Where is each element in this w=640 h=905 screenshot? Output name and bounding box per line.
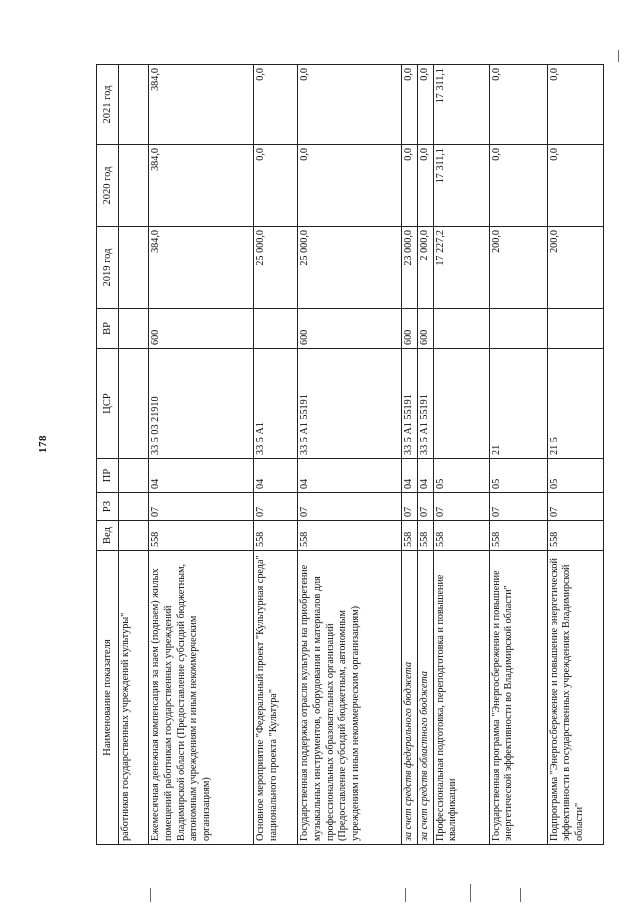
row-2020: 0,0: [489, 145, 547, 227]
row-rz: 07: [433, 493, 489, 521]
col-header-vr: ВР: [97, 309, 119, 349]
scan-mark: [618, 50, 619, 62]
row-ved: [119, 521, 149, 551]
row-rz: 07: [402, 493, 418, 521]
row-2019: 2 000,0: [417, 227, 433, 309]
row-name: за счет средств федерального бюджета: [402, 551, 418, 845]
row-pr: 05: [489, 459, 547, 493]
row-2020: 0,0: [417, 145, 433, 227]
row-2019: 200,0: [547, 227, 603, 309]
row-rz: 07: [254, 493, 298, 521]
row-2021: 0,0: [489, 65, 547, 145]
row-vr: [119, 309, 149, 349]
row-2019: 200,0: [489, 227, 547, 309]
table-row: [402, 65, 418, 845]
row-name: Подпрограмма "Энергосбережение и повышение энергетической эффективности в государственных учреждениях Владимирской области": [547, 551, 603, 845]
table-row: [489, 65, 547, 845]
row-pr: 04: [402, 459, 418, 493]
rotated-table-area: [96, 65, 601, 845]
row-2020: [119, 145, 149, 227]
row-pr: [119, 459, 149, 493]
row-pr: 04: [254, 459, 298, 493]
row-name: Государственная поддержка отрасли культуры на приобретение музыкальных инструментов, оборудования и материалов для профессиональных образовательных организаций (Предоставление субсидий бюджетным, автономным учреждениям и иным некоммерческим организациям): [298, 551, 402, 845]
row-csr: 33 5 А1 55191: [402, 349, 418, 459]
table-row: [417, 65, 433, 845]
col-header-2021: 2021 год: [97, 65, 119, 145]
row-vr: 600: [298, 309, 402, 349]
table-row: [547, 65, 603, 845]
row-csr: [119, 349, 149, 459]
row-2021: 0,0: [298, 65, 402, 145]
row-vr: [433, 309, 489, 349]
row-vr: 600: [402, 309, 418, 349]
row-2021: 17 311,1: [433, 65, 489, 145]
row-2021: 0,0: [417, 65, 433, 145]
col-header-ved: Вед: [97, 521, 119, 551]
row-csr: 33 5 03 21910: [149, 349, 254, 459]
row-name: за счет средств областного бюджета: [417, 551, 433, 845]
row-ved: 558: [298, 521, 402, 551]
row-csr: 33 5 А1 55191: [417, 349, 433, 459]
page-number: 178: [37, 435, 49, 453]
row-csr: 21: [489, 349, 547, 459]
row-2019: 17 227,2: [433, 227, 489, 309]
row-rz: 07: [417, 493, 433, 521]
row-2021: [119, 65, 149, 145]
row-pr: 04: [149, 459, 254, 493]
row-csr: [433, 349, 489, 459]
row-2020: 0,0: [547, 145, 603, 227]
row-2020: 17 311,1: [433, 145, 489, 227]
table-row: [298, 65, 402, 845]
row-2020: 384,0: [149, 145, 254, 227]
row-2019: 25 000,0: [254, 227, 298, 309]
row-name: Профессиональная подготовка, переподготовка и повышение квалификации: [433, 551, 489, 845]
row-2019: 23 000,0: [402, 227, 418, 309]
row-vr: 600: [417, 309, 433, 349]
row-csr: 21 5: [547, 349, 603, 459]
col-header-pr: ПР: [97, 459, 119, 493]
row-pr: 05: [547, 459, 603, 493]
row-2019: [119, 227, 149, 309]
table-row: [254, 65, 298, 845]
row-csr: 33 5 А1: [254, 349, 298, 459]
row-2020: 0,0: [254, 145, 298, 227]
row-name: Основное мероприятие "Федеральный проект "Культурная среда" национального проекта "Культура": [254, 551, 298, 845]
row-rz: 07: [298, 493, 402, 521]
row-name: Государственная программа "Энергосбережение и повышение энергетической эффективности во Владимирской области": [489, 551, 547, 845]
row-2021: 0,0: [402, 65, 418, 145]
row-vr: [254, 309, 298, 349]
row-name: работников государственных учреждений культуры": [119, 551, 149, 845]
row-ved: 558: [433, 521, 489, 551]
row-rz: [119, 493, 149, 521]
row-2019: 384,0: [149, 227, 254, 309]
table-row: [149, 65, 254, 845]
header-row: [97, 65, 119, 845]
row-2021: 384,0: [149, 65, 254, 145]
row-vr: [489, 309, 547, 349]
row-ved: 558: [417, 521, 433, 551]
row-2020: 0,0: [298, 145, 402, 227]
col-header-rz: РЗ: [97, 493, 119, 521]
scan-mark: [470, 884, 471, 902]
row-2021: 0,0: [254, 65, 298, 145]
row-2020: 0,0: [402, 145, 418, 227]
row-pr: 04: [298, 459, 402, 493]
row-ved: 558: [489, 521, 547, 551]
row-ved: 558: [402, 521, 418, 551]
row-ved: 558: [547, 521, 603, 551]
row-rz: 07: [149, 493, 254, 521]
table-row: [119, 65, 149, 845]
col-header-2019: 2019 год: [97, 227, 119, 309]
scan-mark: [405, 888, 406, 902]
row-ved: 558: [149, 521, 254, 551]
row-csr: 33 5 А1 55191: [298, 349, 402, 459]
row-vr: [547, 309, 603, 349]
scan-mark: [150, 888, 151, 902]
row-vr: 600: [149, 309, 254, 349]
table-row: [433, 65, 489, 845]
row-2019: 25 000,0: [298, 227, 402, 309]
col-header-csr: ЦСР: [97, 349, 119, 459]
col-header-2020: 2020 год: [97, 145, 119, 227]
row-name: Ежемесячная денежная компенсация за наем (поднаем) жилых помещений работникам государственных учреждений Владимирской области (Предоставление субсидий бюджетным, автономным учреждениям и иным некоммерческим организациям): [149, 551, 254, 845]
budget-table: [96, 64, 604, 845]
row-2021: 0,0: [547, 65, 603, 145]
col-header-name: Наименование показателя: [97, 551, 119, 845]
row-ved: 558: [254, 521, 298, 551]
row-rz: 07: [547, 493, 603, 521]
scan-mark: [520, 888, 521, 902]
row-pr: 04: [417, 459, 433, 493]
row-pr: 05: [433, 459, 489, 493]
row-rz: 07: [489, 493, 547, 521]
